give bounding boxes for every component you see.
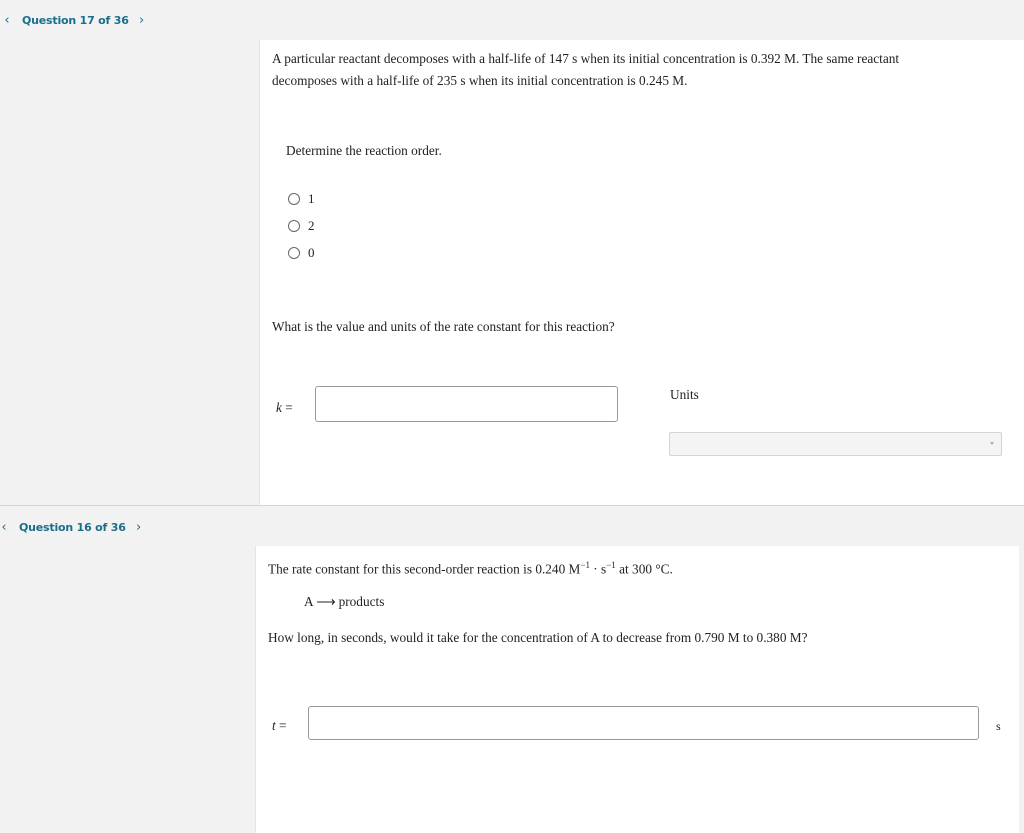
q17-prompt-line2: decomposes with a half-life of 235 s when its initial concentration is 0.245 M. — [272, 73, 688, 88]
option-label: 1 — [308, 191, 315, 206]
option-0[interactable] — [288, 245, 315, 261]
radio-button[interactable] — [288, 220, 300, 232]
t-label — [272, 715, 287, 736]
t-symbol: t — [272, 718, 276, 733]
option-label: 2 — [308, 218, 315, 233]
k-equals: = — [285, 400, 293, 415]
k-symbol: k — [276, 400, 282, 415]
units-label: Units — [670, 387, 699, 402]
t-equals: = — [279, 718, 287, 733]
q16-prompt — [268, 555, 673, 579]
option-label: 0 — [308, 245, 315, 260]
q16-prompt-prefix: The rate constant for this second-order reaction is 0.240 M — [268, 561, 581, 577]
q16-panel — [255, 546, 1019, 833]
q16-reaction: A ⟶ products — [304, 594, 385, 609]
q16-exponent-1: −1 — [580, 560, 590, 570]
chevron-down-icon — [990, 442, 994, 445]
q16-nav — [0, 517, 146, 537]
q17-rate-question: What is the value and units of the rate constant for this reaction? — [272, 319, 615, 334]
k-value-input[interactable] — [315, 386, 618, 422]
q16-prompt-mid: · s — [589, 561, 607, 577]
prev-question-icon[interactable]: ‹ — [4, 12, 10, 28]
radio-button[interactable] — [288, 247, 300, 259]
option-1[interactable] — [288, 191, 315, 207]
next-question-icon[interactable]: › — [136, 519, 142, 535]
option-2[interactable] — [288, 218, 315, 234]
section-divider — [0, 505, 1024, 506]
next-question-icon[interactable]: › — [139, 12, 145, 28]
t-value-input[interactable] — [308, 706, 979, 740]
prev-question-icon[interactable]: ‹ — [1, 519, 7, 535]
q17-nav-label: Question 17 of 36 — [22, 13, 129, 27]
radio-button[interactable] — [288, 193, 300, 205]
units-select[interactable] — [669, 432, 1002, 456]
q17-sub-question: Determine the reaction order. — [286, 143, 442, 158]
t-unit: s — [996, 719, 1001, 733]
q16-nav-label: Question 16 of 36 — [19, 520, 126, 534]
q17-prompt-line1: A particular reactant decomposes with a half-life of 147 s when its initial concentration is 0.392 M. The same reactant — [272, 51, 900, 66]
q16-exponent-2: −1 — [606, 560, 616, 570]
q17-nav — [0, 10, 149, 30]
k-label — [276, 397, 293, 418]
q16-question: How long, in seconds, would it take for the concentration of A to decrease from 0.790 M to 0.380 M? — [268, 630, 808, 645]
q16-prompt-suffix: at 300 °C. — [615, 561, 673, 577]
